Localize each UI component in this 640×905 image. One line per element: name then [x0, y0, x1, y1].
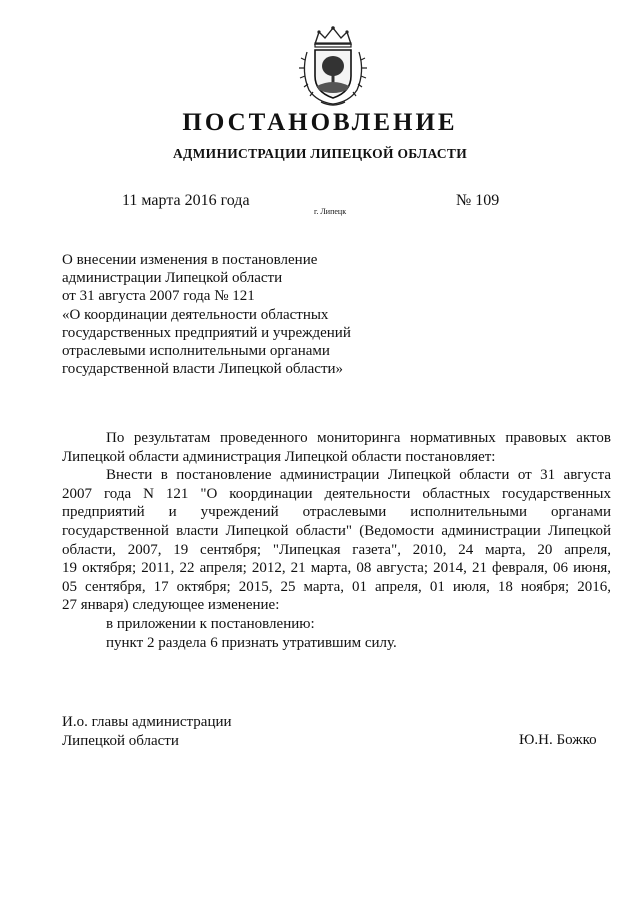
document-body [62, 429, 611, 652]
subject-line: администрации Липецкой области [62, 270, 283, 287]
signatory-position [62, 713, 232, 750]
body-line: пункт 2 раздела 6 признать утратившим силу. [106, 634, 397, 651]
signatory-position-line: Липецкой области [62, 732, 179, 749]
body-line: По результатам проведенного мониторинга нормативных правовых актов [106, 430, 611, 446]
body-line: области, 2007, 19 сентября; "Липецкая газета", 2010, 24 марта, 20 апреля, [62, 541, 611, 558]
body-line: Липецкой области администрация Липецкой области постановляет: [62, 448, 496, 465]
document-subtitle: АДМИНИСТРАЦИИ ЛИПЕЦКОЙ ОБЛАСТИ [172, 146, 468, 161]
document-date: 11 марта 2016 года [122, 192, 250, 209]
coat-of-arms-emblem [297, 24, 369, 108]
body-line: 05 сентября, 17 октября; 2015, 25 марта, 01 апреля, 01 июля, 18 ноября; 2016, [62, 578, 611, 595]
body-line: 27 января) следующее изменение: [62, 597, 280, 614]
body-line: предприятий и учреждений отраслевыми исполнительными органами [62, 504, 611, 521]
body-line: 2007 года N 121 "О координации деятельности областных государственных [62, 485, 611, 502]
body-line: Внести в постановление администрации Липецкой области от 31 августа [106, 467, 611, 484]
signatory-position-line: И.о. главы администрации [62, 714, 232, 730]
subject-line: государственной власти Липецкой области» [62, 361, 344, 378]
subject-line: от 31 августа 2007 года № 121 [62, 288, 255, 305]
subject-line: отраслевыми исполнительными органами [62, 343, 330, 360]
body-line: государственной власти Липецкой области" (Ведомости администрации Липецкой [62, 522, 611, 539]
document-city: г. Липецк [314, 207, 347, 216]
subject-line: «О координации деятельности областных [62, 306, 329, 323]
document-title: ПОСТАНОВЛЕНИЕ [182, 109, 458, 136]
signatory-name: Ю.Н. Божко [519, 732, 597, 748]
subject-line: О внесении изменения в постановление [62, 252, 318, 268]
body-line: в приложении к постановлению: [106, 615, 315, 632]
body-line: 19 октября; 2011, 22 апреля; 2012, 21 марта, 08 августа; 2014, 21 февраля, 06 июня, [62, 560, 611, 577]
subject-line: государственных предприятий и учреждений [62, 324, 351, 341]
document-number: № 109 [456, 192, 500, 209]
document-subject [62, 251, 382, 378]
